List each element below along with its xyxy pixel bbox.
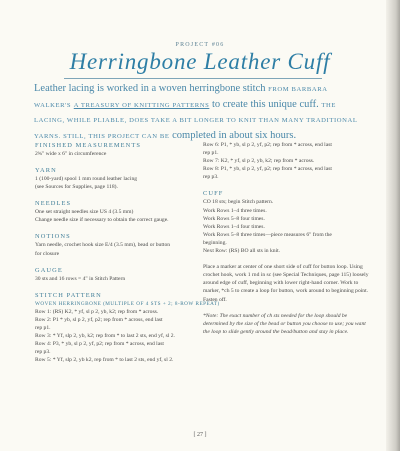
pattern-row: rep p3.	[203, 174, 219, 181]
section-line: Change needle size if necessary to obtain the correct gauge.	[35, 217, 169, 224]
section-line: 2¾" wide x 6" in circumference	[35, 151, 107, 157]
pattern-row: Row 5: * Yf, slp 2, yb k2, rep from * to last 2 sts, end yf, sl 2.	[35, 357, 174, 364]
cuff-instruction: CO 18 sts; begin Stitch pattern.	[203, 199, 274, 206]
pattern-row: rep p1.	[203, 150, 219, 157]
page-number: [ 27 ]	[193, 432, 207, 438]
pattern-row: Row 6: P1, * yb, sl p 2, yf, p2; rep from * across, end last	[203, 142, 332, 148]
intro-part-1: Leather lacing is worked in a woven herringbone stitch	[34, 83, 269, 94]
needles-section	[35, 199, 193, 224]
section-heading: YARN	[35, 167, 57, 175]
section-heading: FINISHED MEASUREMENTS	[35, 142, 142, 149]
pattern-row: rep p3.	[35, 349, 51, 356]
book-title-reference: A TREASURY OF KNITTING PATTERNS	[73, 101, 210, 109]
intro-part-2: FROM BARBARA WALKER'S	[34, 86, 328, 109]
section-heading: CUFF	[203, 190, 224, 198]
section-heading: NOTIONS	[35, 233, 71, 241]
section-line: Yarn needle, crochet hook size E/4 (3.5 mm), bead or button	[35, 242, 171, 249]
finishing-paragraph: Place a marker at center of one short side of cuff for button loop. Using crochet hook, work 1 rnd in sc (see Special Techniques, page 115) loosely around edge of cuff, beginning with lower right-hand corner. Work to marker, *ch 5 to create a loop for button, work around to beginning point. Fasten off.	[203, 264, 369, 303]
section-line: (see Sources for Supplies, page 118).	[35, 184, 118, 191]
cuff-instruction: Work Rows 1–4 four times.	[203, 223, 265, 230]
right-column	[203, 141, 369, 344]
gauge-section	[35, 266, 193, 283]
finishing-section	[203, 263, 369, 303]
pattern-row: Row 3: * Yf, slp 2, yb, k2; rep from * to last 2 sts, end yf, sl 2.	[35, 333, 175, 340]
finished-measurements-section	[35, 141, 193, 158]
notions-section	[35, 232, 193, 257]
pattern-subheading: WOVEN HERRINGBONE (MULTIPLE OF 4 STS + 2; 8-ROW REPEAT)	[35, 300, 220, 307]
cuff-instruction: Work Rows 5–8 three times—piece measures 6" from the	[203, 231, 332, 238]
note-section	[203, 312, 369, 336]
section-line: for closure	[35, 250, 60, 257]
intro-paragraph	[34, 82, 362, 144]
pattern-row: rep p1.	[35, 325, 51, 332]
title-rule	[64, 78, 322, 79]
cuff-instruction: Next Row: (RS) BO all sts in knit.	[203, 248, 281, 255]
intro-part-5: THE LACING, WHILE PLIABLE, DOES TAKE A BIT LONGER TO KNIT THAN MANY TRADITIONAL YARNS. STILL, THIS PROJECT CAN BE	[34, 101, 358, 140]
section-line: 1 (100-yard) spool 1 mm round leather lacing	[35, 176, 138, 183]
section-heading: STITCH PATTERN	[35, 291, 102, 299]
page-title: Herringbone Leather Cuff	[69, 49, 331, 74]
section-heading: NEEDLES	[35, 200, 72, 208]
pattern-row: Row 8: P1, * yb, sl p 2, yf, p2; rep from * across, end last	[203, 166, 332, 173]
pattern-row: Row 2: P1 * yb, sl p 2, yf, p2; rep from * across, end last	[35, 316, 163, 323]
cuff-section	[203, 189, 369, 255]
section-heading: GAUGE	[35, 266, 63, 274]
loop-note: *Note: The exact number of ch sts needed for the loop should be determined by the size of the bead or button you choose to use; you want the loop to slide gently around the bead/button and stay in place.	[203, 312, 366, 335]
section-line: One set straight needles size US 4 (3.5 mm)	[35, 209, 134, 216]
project-number: PROJECT #06	[175, 42, 225, 48]
stitch-pattern-section	[35, 291, 220, 365]
intro-part-6: completed in about six hours.	[169, 129, 297, 141]
cuff-instruction: beginning.	[203, 239, 227, 246]
cuff-instruction: Work Rows 5–8 four times.	[203, 215, 265, 222]
intro-part-4: to create this unique cuff.	[209, 98, 322, 110]
yarn-section	[35, 166, 193, 191]
pattern-rows-continued	[203, 141, 369, 181]
pattern-row: Row 1: (RS) K2, * yf, sl p 2, yb, k2; rep from * across.	[35, 308, 159, 315]
pattern-row: Row 7: K2, * yf, sl p 2, yb, k2; rep from * across.	[203, 158, 315, 165]
cuff-instruction: Work Rows 1–4 three times.	[203, 207, 267, 214]
pattern-row: Row 4: P3, * yb, sl p 2, yf, p2; rep from * across, end last	[35, 341, 164, 348]
section-line: 30 sts and 16 rows = 4" in Stitch Pattern	[35, 275, 126, 282]
